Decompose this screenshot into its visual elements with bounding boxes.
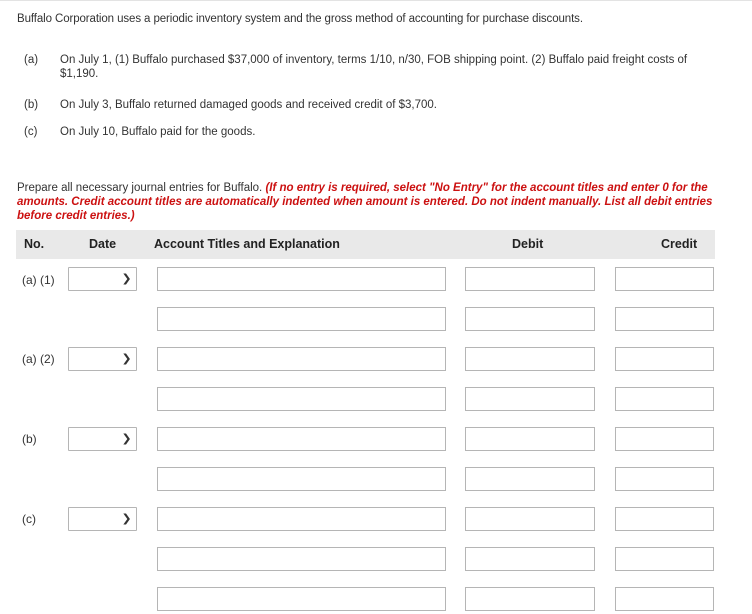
- chevron-down-icon: ❯: [121, 353, 132, 365]
- credit-input[interactable]: [615, 307, 714, 331]
- debit-input[interactable]: [465, 387, 595, 411]
- instructions-lead: Prepare all necessary journal entries for Buffalo.: [17, 182, 263, 194]
- part-label: (c): [24, 126, 38, 138]
- account-title-input[interactable]: [157, 587, 446, 611]
- account-title-input[interactable]: [157, 507, 446, 531]
- credit-input[interactable]: [615, 467, 714, 491]
- problem-intro: Buffalo Corporation uses a periodic inventory system and the gross method of accounting for purchase discounts.: [17, 13, 583, 25]
- journal-table-header: [16, 230, 715, 259]
- header-credit: Credit: [661, 237, 698, 251]
- entry-label: (b): [22, 432, 37, 446]
- header-account: Account Titles and Explanation: [154, 237, 340, 251]
- header-debit: Debit: [512, 237, 544, 251]
- credit-input[interactable]: [615, 427, 714, 451]
- date-select[interactable]: [68, 507, 137, 531]
- account-title-input[interactable]: [157, 347, 446, 371]
- date-select[interactable]: [68, 347, 137, 371]
- debit-input[interactable]: [465, 427, 595, 451]
- credit-input[interactable]: [615, 587, 714, 611]
- part-label: (a): [24, 54, 39, 66]
- part-text: On July 3, Buffalo returned damaged goods and received credit of $3,700.: [60, 99, 437, 111]
- chevron-down-icon: ❯: [121, 433, 132, 445]
- credit-input[interactable]: [615, 507, 714, 531]
- instructions: [17, 181, 737, 223]
- header-no: No.: [24, 237, 45, 251]
- date-select[interactable]: [68, 267, 137, 291]
- account-title-input[interactable]: [157, 467, 446, 491]
- credit-input[interactable]: [615, 547, 714, 571]
- debit-input[interactable]: [465, 307, 595, 331]
- debit-input[interactable]: [465, 267, 595, 291]
- credit-input[interactable]: [615, 347, 714, 371]
- account-title-input[interactable]: [157, 547, 446, 571]
- debit-input[interactable]: [465, 347, 595, 371]
- date-select[interactable]: [68, 427, 137, 451]
- debit-input[interactable]: [465, 547, 595, 571]
- header-date: Date: [89, 237, 117, 251]
- account-title-input[interactable]: [157, 387, 446, 411]
- chevron-down-icon: ❯: [121, 513, 132, 525]
- debit-input[interactable]: [465, 587, 595, 611]
- part-text: On July 10, Buffalo paid for the goods.: [60, 126, 256, 138]
- instructions-warning: (If no entry is required, select "No Entry" for the account titles and enter 0 for the amounts. Credit account titles are automatically indented when amount is entered. Do not indent manually. List all debit entries before credit entries.): [17, 182, 713, 222]
- entry-label: (a) (1): [22, 273, 55, 287]
- account-title-input[interactable]: [157, 427, 446, 451]
- entry-label: (a) (2): [22, 352, 55, 366]
- credit-input[interactable]: [615, 267, 714, 291]
- debit-input[interactable]: [465, 467, 595, 491]
- account-title-input[interactable]: [157, 267, 446, 291]
- entry-label: (c): [22, 512, 36, 526]
- account-title-input[interactable]: [157, 307, 446, 331]
- credit-input[interactable]: [615, 387, 714, 411]
- debit-input[interactable]: [465, 507, 595, 531]
- part-label: (b): [24, 99, 39, 111]
- part-text: On July 1, (1) Buffalo purchased $37,000 of inventory, terms 1/10, n/30, FOB shipping point. (2) Buffalo paid freight costs of $1,190.: [60, 54, 688, 80]
- chevron-down-icon: ❯: [121, 273, 132, 285]
